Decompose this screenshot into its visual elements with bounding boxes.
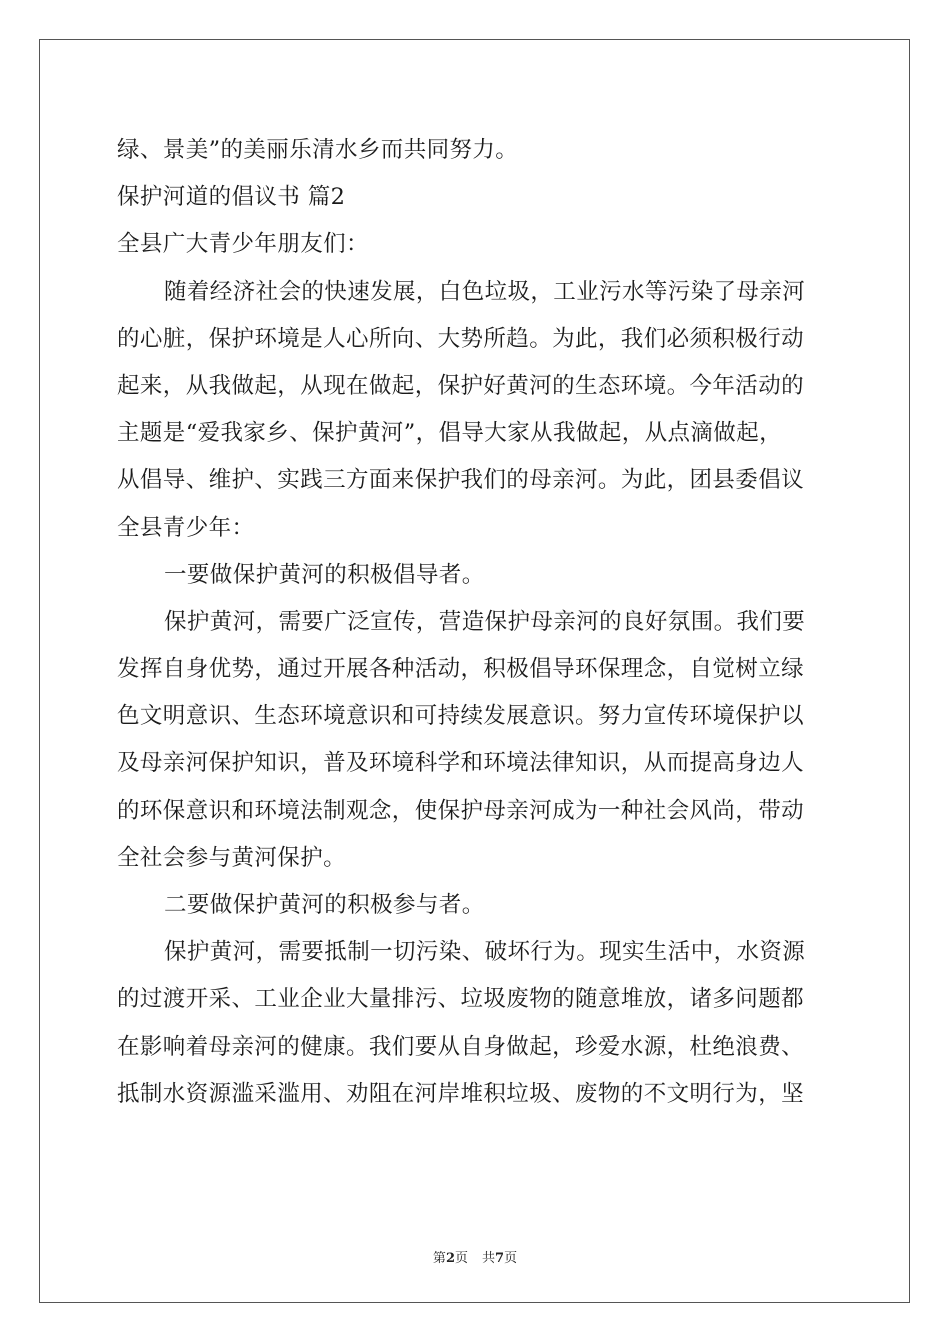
section-heading: 保护河道的倡议书 篇2 [117, 184, 346, 211]
total-prefix: 共 [482, 1251, 496, 1266]
text-line: 在影响着母亲河的健康。我们要从自身做起，珍爱水源，杜绝浪费、 [117, 1033, 805, 1060]
page-prefix: 第 [432, 1251, 446, 1266]
text-line: 保护黄河，需要广泛宣传，营造保护母亲河的良好氛围。我们要 [164, 608, 806, 635]
total-pages: 7 [495, 1251, 505, 1266]
point-heading: 二要做保护黄河的积极参与者。 [164, 892, 485, 918]
text-line: 随着经济社会的快速发展，白色垃圾，工业污水等污染了母亲河 [164, 278, 806, 305]
text-line: 及母亲河保护知识，普及环境科学和环境法律知识，从而提高身边人 [117, 750, 805, 777]
text-line: 绿、景美”的美丽乐清水乡而共同努力。 [117, 137, 519, 163]
text-line: 主题是“爱我家乡、保护黄河”，倡导大家从我做起，从点滴做起， [117, 420, 783, 447]
page-number: 2 [445, 1251, 455, 1266]
page-suffix: 页 [454, 1251, 468, 1266]
text-line: 抵制水资源滥采滥用、劝阻在河岸堆积垃圾、废物的不文明行为，坚 [117, 1080, 805, 1107]
text-line: 的环保意识和环境法制观念，使保护母亲河成为一种社会风尚，带动 [117, 797, 805, 824]
total-suffix: 页 [504, 1251, 518, 1266]
text-line: 的心脏，保护环境是人心所向、大势所趋。为此，我们必须积极行动 [117, 325, 805, 352]
text-line: 保护黄河，需要抵制一切污染、破坏行为。现实生活中，水资源 [164, 939, 806, 966]
text-line: 发挥自身优势，通过开展各种活动，积极倡导环保理念，自觉树立绿 [117, 656, 805, 683]
text-line: 起来，从我做起，从现在做起，保护好黄河的生态环境。今年活动的 [117, 372, 805, 399]
text-line: 全社会参与黄河保护。 [117, 844, 347, 871]
text-line: 从倡导、维护、实践三方面来保护我们的母亲河。为此，团县委倡议 [117, 467, 805, 494]
document-body [117, 127, 837, 1118]
text-line: 全县青少年： [117, 514, 255, 541]
text-line: 色文明意识、生态环境意识和可持续发展意识。努力宣传环境保护以 [117, 703, 805, 730]
salutation: 全县广大青少年朋友们： [117, 231, 369, 258]
point-heading: 一要做保护黄河的积极倡导者。 [164, 561, 485, 588]
page-footer [0, 1247, 950, 1266]
text-line: 的过渡开采、工业企业大量排污、垃圾废物的随意堆放，诸多问题都 [117, 986, 805, 1013]
